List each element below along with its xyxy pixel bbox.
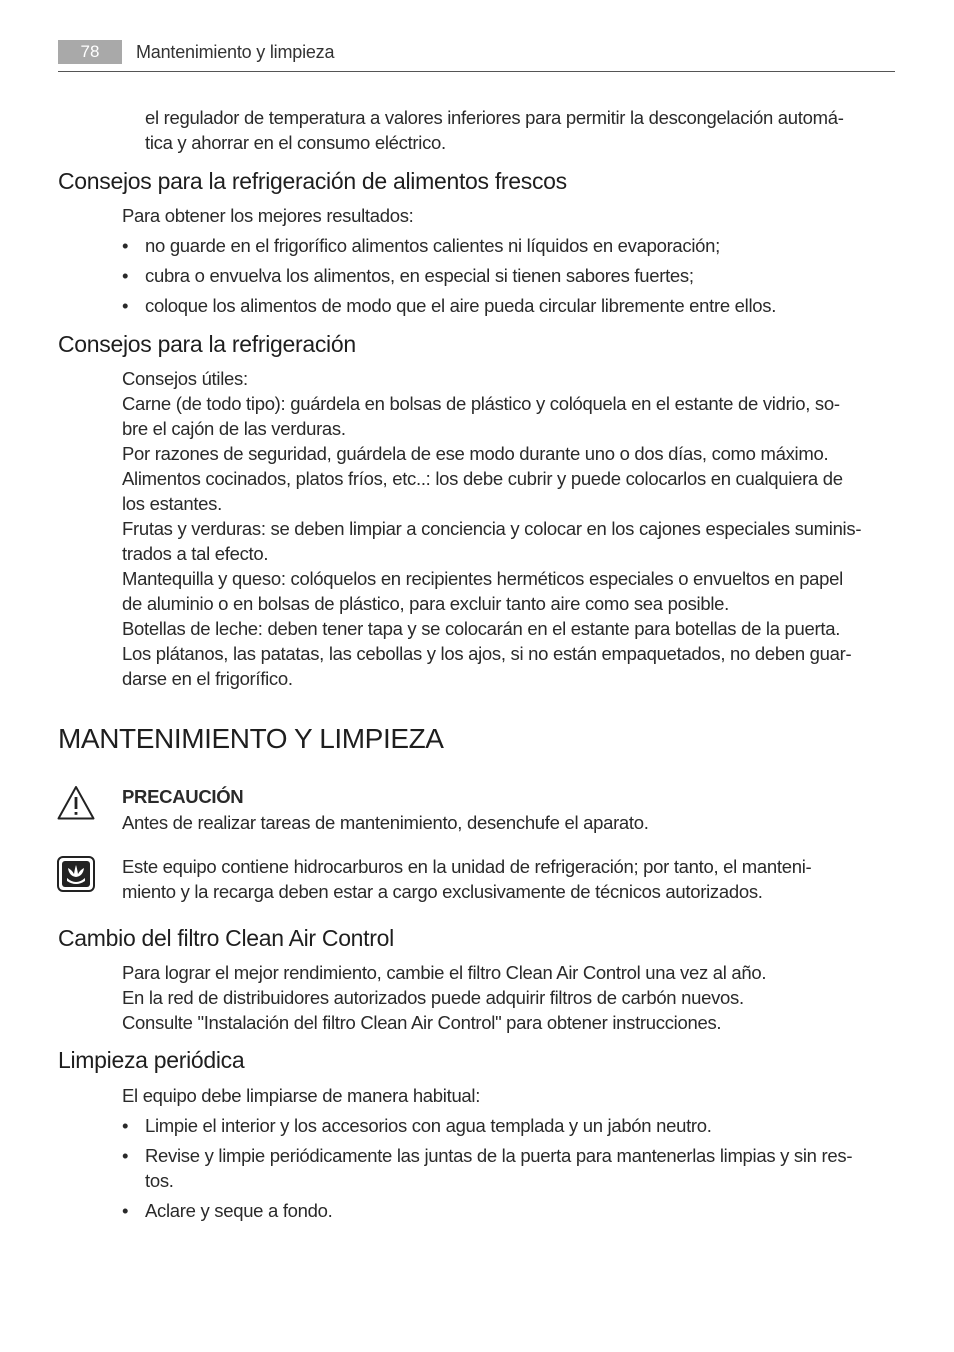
fresh-food-intro: Para obtener los mejores resultados: [122, 205, 414, 226]
refrigeration-line: los estantes. [122, 493, 222, 514]
refrigeration-line: Por razones de seguridad, guárdela de ese modo durante uno o dos días, como máximo. [122, 443, 829, 464]
refrigeration-line: trados a tal efecto. [122, 543, 269, 564]
environment-note-line: miento y la recarga deben estar a cargo exclusivamente de técnicos autorizados. [122, 881, 763, 902]
refrigeration-line: Consejos útiles: [122, 368, 248, 389]
filter-line: Para lograr el mejor rendimiento, cambie el filtro Clean Air Control una vez al año. [122, 962, 767, 983]
bullet-dot: • [122, 1115, 129, 1136]
refrigeration-line: Mantequilla y queso: colóquelos en recipientes herméticos especiales o envueltos en papel [122, 568, 843, 589]
refrigeration-line: Los plátanos, las patatas, las cebollas y los ajos, si no están empaquetados, no deben guar- [122, 643, 852, 664]
list-item: Limpie el interior y los accesorios con agua templada y un jabón neutro. [145, 1115, 712, 1136]
bullet-dot: • [122, 1200, 129, 1221]
bullet-dot: • [122, 1145, 129, 1166]
section-heading-cleaning: Limpieza periódica [58, 1047, 245, 1073]
list-item: coloque los alimentos de modo que el aire pueda circular libremente entre ellos. [145, 295, 777, 316]
caution-title: PRECAUCIÓN [122, 786, 244, 807]
bullet-dot: • [122, 235, 129, 256]
chapter-title: MANTENIMIENTO Y LIMPIEZA [58, 723, 444, 754]
refrigeration-line: de aluminio o en bolsas de plástico, para excluir tanto aire como sea posible. [122, 593, 729, 614]
section-heading-refrigeration: Consejos para la refrigeración [58, 331, 356, 357]
environment-note-line: Este equipo contiene hidrocarburos en la unidad de refrigeración; por tanto, el manteni- [122, 856, 812, 877]
environment-icon [57, 856, 95, 897]
bullet-dot: • [122, 265, 129, 286]
list-item-continuation: tos. [145, 1170, 174, 1191]
running-title: Mantenimiento y limpieza [136, 42, 335, 62]
refrigeration-line: Carne (de todo tipo): guárdela en bolsas de plástico y colóquela en el estante de vidrio, so- [122, 393, 840, 414]
cleaning-intro: El equipo debe limpiarse de manera habitual: [122, 1085, 481, 1106]
warning-icon [57, 785, 95, 826]
filter-line: En la red de distribuidores autorizados puede adquirir filtros de carbón nuevos. [122, 987, 744, 1008]
caution-text: Antes de realizar tareas de mantenimiento, desenchufe el aparato. [122, 812, 649, 833]
intro-line: el regulador de temperatura a valores inferiores para permitir la descongelación automá- [145, 107, 844, 128]
refrigeration-line: Frutas y verduras: se deben limpiar a conciencia y colocar en los cajones especiales suminis- [122, 518, 862, 539]
list-item: Revise y limpie periódicamente las juntas de la puerta para mantenerlas limpias y sin res- [145, 1145, 853, 1166]
refrigeration-line: Botellas de leche: deben tener tapa y se colocarán en el estante para botellas de la puerta. [122, 618, 841, 639]
refrigeration-line: darse en el frigorífico. [122, 668, 293, 689]
bullet-dot: • [122, 295, 129, 316]
list-item: Aclare y seque a fondo. [145, 1200, 333, 1221]
page-header [58, 40, 895, 72]
refrigeration-line: bre el cajón de las verduras. [122, 418, 346, 439]
section-heading-fresh-food: Consejos para la refrigeración de alimentos frescos [58, 168, 567, 194]
refrigeration-line: Alimentos cocinados, platos fríos, etc..: los debe cubrir y puede colocarlos en cualquiera de [122, 468, 843, 489]
list-item: cubra o envuelva los alimentos, en especial si tienen sabores fuertes; [145, 265, 694, 286]
section-heading-filter: Cambio del filtro Clean Air Control [58, 925, 394, 951]
page-number: 78 [58, 40, 122, 64]
list-item: no guarde en el frigorífico alimentos calientes ni líquidos en evaporación; [145, 235, 721, 256]
filter-line: Consulte "Instalación del filtro Clean Air Control" para obtener instrucciones. [122, 1012, 722, 1033]
intro-line: tica y ahorrar en el consumo eléctrico. [145, 132, 446, 153]
